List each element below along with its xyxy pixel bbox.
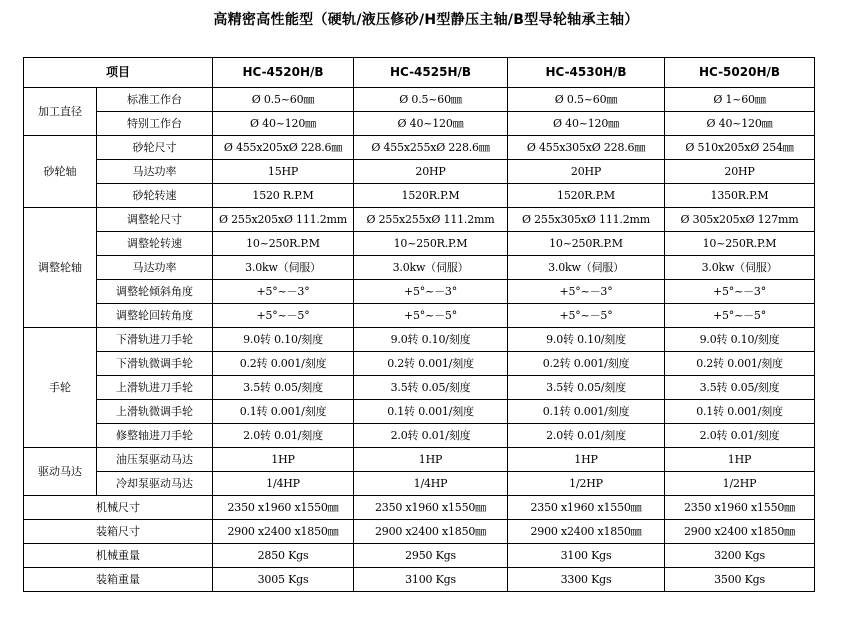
table-row bbox=[24, 232, 815, 256]
value-cell: Ø 1~60㎜ bbox=[665, 88, 815, 112]
table-row bbox=[24, 208, 815, 232]
table-row bbox=[24, 184, 815, 208]
value-cell: Ø 40~120㎜ bbox=[213, 112, 354, 136]
header-model-2: HC-4525H/B bbox=[354, 58, 508, 88]
value-cell: 2900 x2400 x1850㎜ bbox=[508, 520, 665, 544]
value-cell: 1/4HP bbox=[354, 472, 508, 496]
value-cell: 20HP bbox=[354, 160, 508, 184]
item-label: 机械尺寸 bbox=[24, 496, 213, 520]
value-cell: Ø 40~120㎜ bbox=[508, 112, 665, 136]
header-item: 项目 bbox=[24, 58, 213, 88]
value-cell: Ø 455x305xØ 228.6㎜ bbox=[508, 136, 665, 160]
item-label: 调整轮转速 bbox=[97, 232, 213, 256]
value-cell: 0.1转 0.001/刻度 bbox=[665, 400, 815, 424]
item-label: 机械重量 bbox=[24, 544, 213, 568]
category-cell: 调整轮轴 bbox=[24, 208, 97, 328]
value-cell: +5°~－5° bbox=[354, 304, 508, 328]
value-cell: 0.2转 0.001/刻度 bbox=[213, 352, 354, 376]
table-row bbox=[24, 160, 815, 184]
value-cell: +5°~－5° bbox=[508, 304, 665, 328]
item-label: 标准工作台 bbox=[97, 88, 213, 112]
value-cell: 9.0转 0.10/刻度 bbox=[665, 328, 815, 352]
value-cell: 10~250R.P.M bbox=[354, 232, 508, 256]
header-model-4: HC-5020H/B bbox=[665, 58, 815, 88]
value-cell: 2.0转 0.01/刻度 bbox=[354, 424, 508, 448]
table-row bbox=[24, 400, 815, 424]
category-cell: 驱动马达 bbox=[24, 448, 97, 496]
value-cell: 20HP bbox=[665, 160, 815, 184]
table-row bbox=[24, 88, 815, 112]
item-label: 砂轮尺寸 bbox=[97, 136, 213, 160]
value-cell: 1HP bbox=[354, 448, 508, 472]
value-cell: 2950 Kgs bbox=[354, 544, 508, 568]
table-row bbox=[24, 496, 815, 520]
value-cell: 10~250R.P.M bbox=[508, 232, 665, 256]
value-cell: 1HP bbox=[665, 448, 815, 472]
value-cell: Ø 40~120㎜ bbox=[665, 112, 815, 136]
table-row bbox=[24, 448, 815, 472]
item-label: 上滑轨微调手轮 bbox=[97, 400, 213, 424]
value-cell: 10~250R.P.M bbox=[665, 232, 815, 256]
item-label: 马达功率 bbox=[97, 160, 213, 184]
item-label: 油压泵驱动马达 bbox=[97, 448, 213, 472]
value-cell: 2.0转 0.01/刻度 bbox=[213, 424, 354, 448]
value-cell: Ø 0.5~60㎜ bbox=[508, 88, 665, 112]
value-cell: 0.2转 0.001/刻度 bbox=[508, 352, 665, 376]
item-label: 冷却泵驱动马达 bbox=[97, 472, 213, 496]
value-cell: 1/2HP bbox=[665, 472, 815, 496]
item-label: 上滑轨进刀手轮 bbox=[97, 376, 213, 400]
value-cell: 0.1转 0.001/刻度 bbox=[508, 400, 665, 424]
item-label: 调整轮倾斜角度 bbox=[97, 280, 213, 304]
table-row bbox=[24, 472, 815, 496]
table-row bbox=[24, 280, 815, 304]
value-cell: 9.0转 0.10/刻度 bbox=[354, 328, 508, 352]
value-cell: 2.0转 0.01/刻度 bbox=[665, 424, 815, 448]
value-cell: +5°~－3° bbox=[508, 280, 665, 304]
value-cell: 3.0kw（伺服） bbox=[213, 256, 354, 280]
value-cell: 1520R.P.M bbox=[354, 184, 508, 208]
value-cell: 3100 Kgs bbox=[354, 568, 508, 592]
value-cell: Ø 255x205xØ 111.2mm bbox=[213, 208, 354, 232]
item-label: 调整轮尺寸 bbox=[97, 208, 213, 232]
spec-table bbox=[23, 57, 815, 592]
value-cell: 2350 x1960 x1550㎜ bbox=[665, 496, 815, 520]
page-title: 高精密高性能型（硬轨/液压修砂/H型静压主轴/B型导轮轴承主轴） bbox=[213, 12, 639, 28]
value-cell: 2350 x1960 x1550㎜ bbox=[354, 496, 508, 520]
category-cell: 加工直径 bbox=[24, 88, 97, 136]
category-cell: 砂轮轴 bbox=[24, 136, 97, 208]
table-row bbox=[24, 424, 815, 448]
value-cell: Ø 255x255xØ 111.2mm bbox=[354, 208, 508, 232]
value-cell: +5°~－3° bbox=[213, 280, 354, 304]
value-cell: 3.5转 0.05/刻度 bbox=[508, 376, 665, 400]
value-cell: Ø 255x305xØ 111.2mm bbox=[508, 208, 665, 232]
category-cell: 手轮 bbox=[24, 328, 97, 448]
value-cell: 0.2转 0.001/刻度 bbox=[665, 352, 815, 376]
item-label: 马达功率 bbox=[97, 256, 213, 280]
table-row bbox=[24, 352, 815, 376]
item-label: 修整轴进刀手轮 bbox=[97, 424, 213, 448]
value-cell: Ø 455x205xØ 228.6㎜ bbox=[213, 136, 354, 160]
item-label: 下滑轨微调手轮 bbox=[97, 352, 213, 376]
table-row bbox=[24, 136, 815, 160]
header-model-1: HC-4520H/B bbox=[213, 58, 354, 88]
table-row bbox=[24, 256, 815, 280]
value-cell: 3.5转 0.05/刻度 bbox=[354, 376, 508, 400]
value-cell: 10~250R.P.M bbox=[213, 232, 354, 256]
value-cell: 2900 x2400 x1850㎜ bbox=[665, 520, 815, 544]
value-cell: 0.1转 0.001/刻度 bbox=[213, 400, 354, 424]
value-cell: 9.0转 0.10/刻度 bbox=[508, 328, 665, 352]
header-model-3: HC-4530H/B bbox=[508, 58, 665, 88]
value-cell: 2.0转 0.01/刻度 bbox=[508, 424, 665, 448]
item-label: 调整轮回转角度 bbox=[97, 304, 213, 328]
table-row bbox=[24, 376, 815, 400]
item-label: 特别工作台 bbox=[97, 112, 213, 136]
value-cell: Ø 305x205xØ 127mm bbox=[665, 208, 815, 232]
value-cell: 2850 Kgs bbox=[213, 544, 354, 568]
value-cell: 1HP bbox=[213, 448, 354, 472]
value-cell: 15HP bbox=[213, 160, 354, 184]
value-cell: 9.0转 0.10/刻度 bbox=[213, 328, 354, 352]
header-row bbox=[24, 58, 815, 88]
value-cell: 1520R.P.M bbox=[508, 184, 665, 208]
value-cell: Ø 510x205xØ 254㎜ bbox=[665, 136, 815, 160]
value-cell: 3200 Kgs bbox=[665, 544, 815, 568]
value-cell: 2350 x1960 x1550㎜ bbox=[213, 496, 354, 520]
value-cell: 3300 Kgs bbox=[508, 568, 665, 592]
table-row bbox=[24, 520, 815, 544]
table-row bbox=[24, 568, 815, 592]
value-cell: 3.0kw（伺服） bbox=[665, 256, 815, 280]
value-cell: Ø 40~120㎜ bbox=[354, 112, 508, 136]
value-cell: 2900 x2400 x1850㎜ bbox=[354, 520, 508, 544]
value-cell: 3100 Kgs bbox=[508, 544, 665, 568]
table-row bbox=[24, 544, 815, 568]
item-label: 砂轮转速 bbox=[97, 184, 213, 208]
value-cell: 3.0kw（伺服） bbox=[508, 256, 665, 280]
value-cell: 3.5转 0.05/刻度 bbox=[665, 376, 815, 400]
table-row bbox=[24, 304, 815, 328]
value-cell: 1350R.P.M bbox=[665, 184, 815, 208]
value-cell: 3.5转 0.05/刻度 bbox=[213, 376, 354, 400]
value-cell: Ø 0.5~60㎜ bbox=[213, 88, 354, 112]
value-cell: 2900 x2400 x1850㎜ bbox=[213, 520, 354, 544]
table-row bbox=[24, 328, 815, 352]
value-cell: 0.1转 0.001/刻度 bbox=[354, 400, 508, 424]
value-cell: 1/2HP bbox=[508, 472, 665, 496]
value-cell: +5°~－5° bbox=[213, 304, 354, 328]
value-cell: 1520 R.P.M bbox=[213, 184, 354, 208]
item-label: 下滑轨进刀手轮 bbox=[97, 328, 213, 352]
value-cell: +5°~－3° bbox=[665, 280, 815, 304]
value-cell: Ø 0.5~60㎜ bbox=[354, 88, 508, 112]
table-row bbox=[24, 112, 815, 136]
value-cell: 3500 Kgs bbox=[665, 568, 815, 592]
spec-body bbox=[24, 88, 815, 592]
value-cell: 20HP bbox=[508, 160, 665, 184]
value-cell: 1HP bbox=[508, 448, 665, 472]
value-cell: 1/4HP bbox=[213, 472, 354, 496]
item-label: 装箱重量 bbox=[24, 568, 213, 592]
value-cell: Ø 455x255xØ 228.6㎜ bbox=[354, 136, 508, 160]
item-label: 装箱尺寸 bbox=[24, 520, 213, 544]
value-cell: 2350 x1960 x1550㎜ bbox=[508, 496, 665, 520]
value-cell: 0.2转 0.001/刻度 bbox=[354, 352, 508, 376]
value-cell: +5°~－3° bbox=[354, 280, 508, 304]
value-cell: 3005 Kgs bbox=[213, 568, 354, 592]
value-cell: 3.0kw（伺服） bbox=[354, 256, 508, 280]
value-cell: +5°~－5° bbox=[665, 304, 815, 328]
